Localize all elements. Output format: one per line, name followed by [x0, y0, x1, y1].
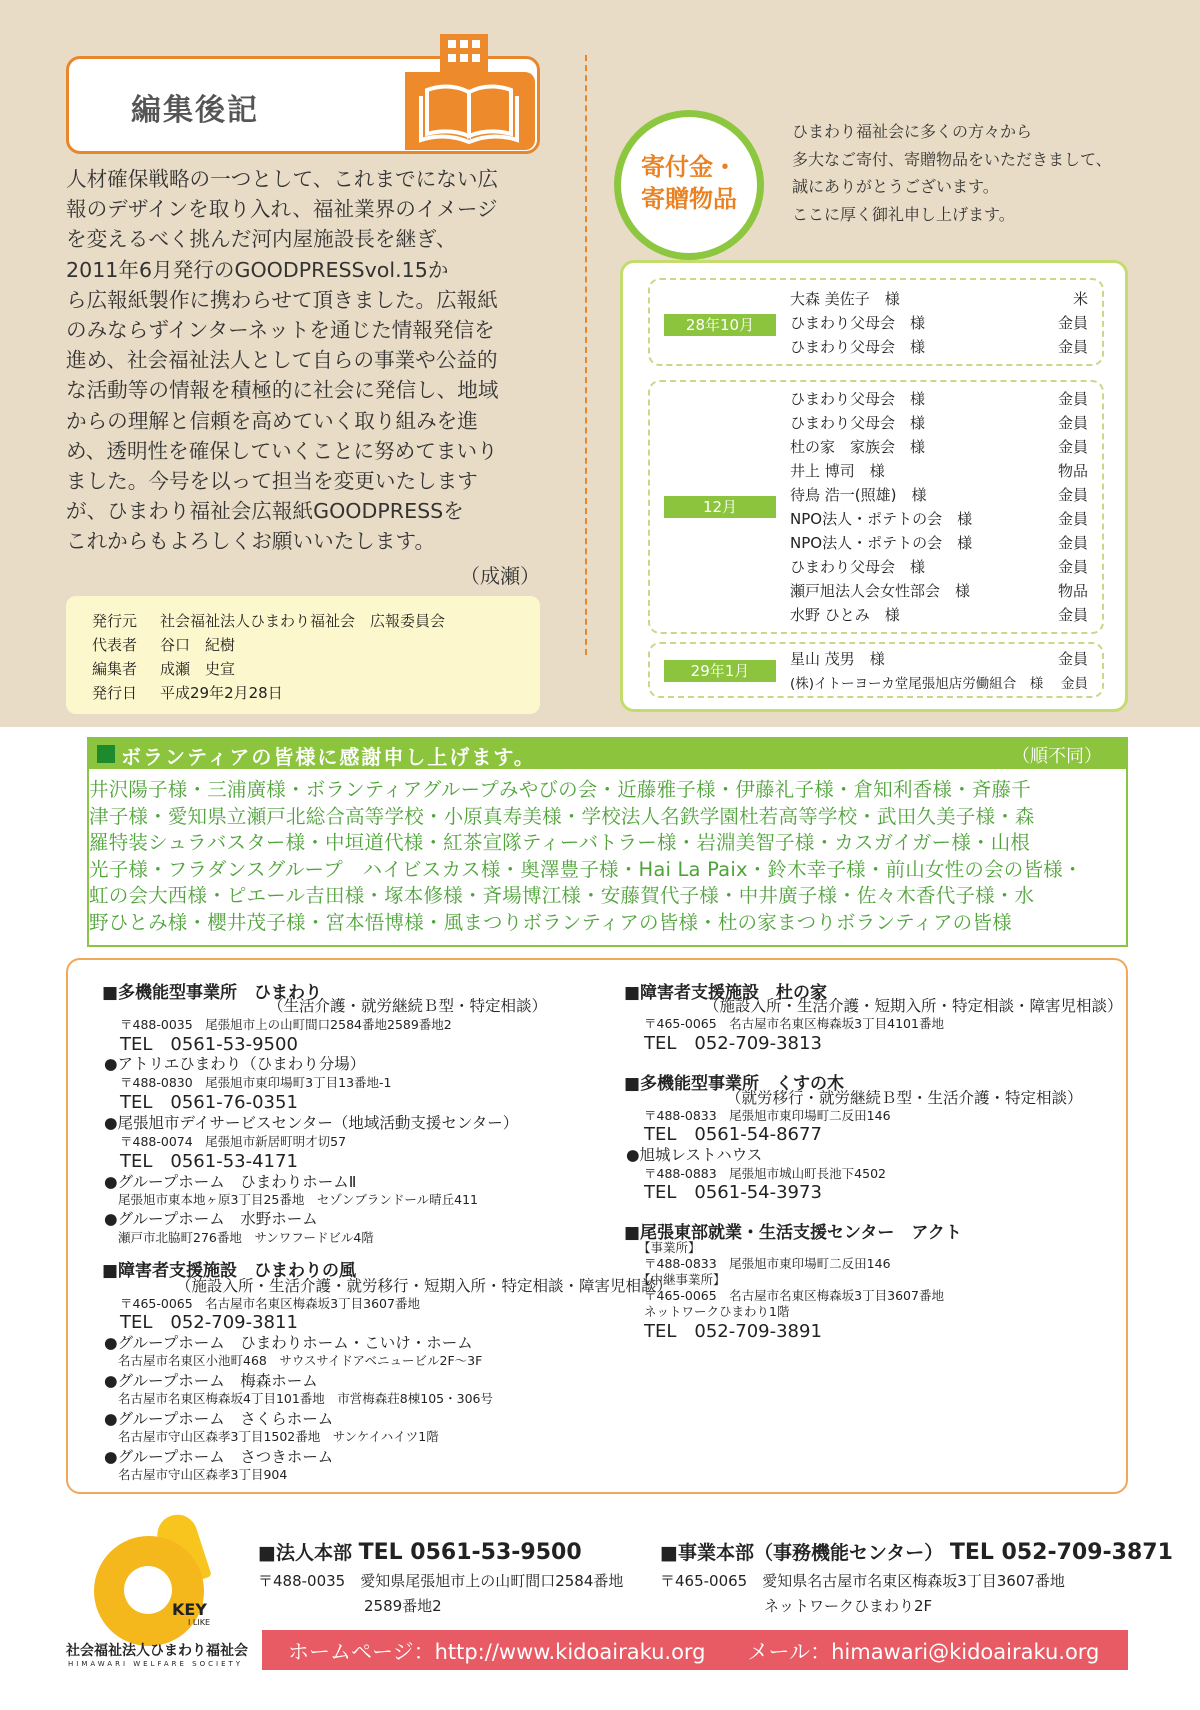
facility-address: 〒488-0074 尾張旭市新居町明才切57 — [120, 1134, 347, 1149]
facility-address: ネットワークひまわり1階 — [644, 1304, 790, 1319]
facility-address: 〒465-0065 名古屋市名東区梅森坂3丁目3607番地 — [120, 1296, 420, 1311]
facility-heading: ■多機能型事業所 くすの木 — [624, 1074, 845, 1094]
facility-services: （施設入所・生活介護・就労移行・短期入所・特定相談・障害児相談） — [176, 1277, 673, 1295]
publication-row: 編集者 成瀬 史宣 — [92, 660, 236, 678]
volunteers-list — [89, 777, 1125, 937]
donation-row: ひまわり父母会 様 金員 — [790, 390, 1088, 408]
facility-address: 名古屋市名東区梅森坂4丁目101番地 市営梅森荘8棟105・306号 — [118, 1391, 493, 1406]
donation-row: ひまわり父母会 様 金員 — [790, 414, 1088, 432]
facility-address: 〒465-0065 名古屋市名東区梅森坂3丁目4101番地 — [644, 1016, 944, 1031]
editorial-line: を変えるべく挑んだ河内屋施設長を継ぎ、 — [66, 227, 457, 252]
donation-row: 水野 ひとみ 様 金員 — [790, 606, 1088, 624]
facility-tel: TEL 052-709-3891 — [644, 1321, 822, 1342]
volunteers-line: 虹の会大西様・ピエール吉田様・塚本修様・斉場博江様・安藤賀代子様・中井廣子様・佐々木香代子様・水 — [89, 884, 1035, 908]
logo-key-text: KEY — [172, 1600, 207, 1619]
donation-row: ひまわり父母会 様 金員 — [790, 314, 1088, 332]
org-name: 社会福祉法人ひまわり福祉会 — [66, 1643, 248, 1659]
donation-row: 井上 博司 様 物品 — [790, 462, 1088, 480]
hq-contact: ■法人本部 TEL 0561-53-9500 — [258, 1540, 582, 1565]
facility-branch: ●グループホーム ひまわりホームⅡ — [104, 1173, 357, 1191]
facility-heading: ■多機能型事業所 ひまわり — [102, 983, 323, 1003]
facility-address: 名古屋市名東区小池町468 サウスサイドアベニュービル2F～3F — [118, 1353, 483, 1368]
square-icon — [97, 745, 115, 763]
facility-branch: ●グループホーム ひまわりホーム・こいけ・ホーム — [104, 1334, 473, 1352]
publication-row: 代表者 谷口 紀樹 — [92, 636, 236, 654]
volunteers-line: 津子様・愛知県立瀬戸北総合高等学校・小原真寿美様・学校法人名鉄学園杜若高等学校・武田久美子様・森 — [89, 804, 1035, 828]
hq-tel: TEL 0561-53-9500 — [358, 1540, 582, 1565]
editorial-line: これからもよろしくお願いいたします。 — [66, 529, 436, 554]
month-tag: 29年1月 — [664, 660, 776, 682]
donation-row: NPO法人・ポテトの会 様 金員 — [790, 510, 1088, 528]
facility-tel: TEL 052-709-3813 — [644, 1033, 822, 1054]
editorial-line: 2011年6月発行のGOODPRESSvol.15か — [66, 257, 449, 282]
facility-address: 〒488-0035 尾張旭市上の山町間口2584番地2589番地2 — [120, 1017, 452, 1032]
facility-heading: ■障害者支援施設 ひまわりの風 — [102, 1261, 357, 1281]
editorial-line: からの理解と信頼を高めていく取り組みを進 — [66, 408, 478, 433]
month-tag: 28年10月 — [664, 314, 776, 336]
contact-links-bar — [262, 1630, 1128, 1670]
facility-services: （就労移行・就労継続Ｂ型・生活介護・特定相談） — [726, 1089, 1083, 1107]
editorial-title: 編集後記 — [131, 93, 259, 128]
facility-address: 〒488-0833 尾張旭市東印場町二反田146 — [644, 1108, 891, 1123]
donation-group — [648, 278, 1104, 366]
logo-sub-text: I LIKE — [188, 1618, 211, 1627]
facility-tel: TEL 0561-54-8677 — [644, 1124, 822, 1145]
facility-address: 尾張旭市東本地ヶ原3丁目25番地 セゾンブランドール晴丘411 — [118, 1192, 478, 1207]
volunteers-line: 井沢陽子様・三浦廣様・ボランティアグループみやびの会・近藤雅子様・伊藤礼子様・倉知利香様・斉藤千 — [89, 778, 1031, 801]
facility-services: （施設入所・生活介護・短期入所・特定相談・障害児相談） — [704, 997, 1123, 1015]
org-name-en: HIMAWARI WELFARE SOCIETY — [68, 1660, 244, 1668]
donation-group — [648, 642, 1104, 698]
donations-intro: ひまわり福祉会に多くの方々から 多大なご寄付、寄贈物品をいただきまして、 誠にありがとうございます。 ここに厚く御礼申し上げます。 — [792, 122, 1112, 224]
editorial-line: ました。今号を以って担当を変更いたします — [66, 469, 478, 494]
ops-tel: TEL 052-709-3871 — [949, 1540, 1173, 1565]
hq-address: 2589番地2 — [364, 1597, 442, 1615]
publication-info — [66, 596, 540, 714]
donation-group — [648, 380, 1104, 634]
facility-branch: ●旭城レストハウス — [626, 1146, 763, 1164]
editorial-line: ら広報紙製作に携わらせて頂きました。広報紙 — [66, 287, 498, 312]
facility-heading: ■障害者支援施設 杜の家 — [624, 983, 828, 1003]
donation-row: ひまわり父母会 様 金員 — [790, 558, 1088, 576]
donation-row: 杜の家 家族会 様 金員 — [790, 438, 1088, 456]
facility-branch: ●グループホーム 水野ホーム — [104, 1210, 318, 1228]
editorial-line: め、透明性を確保していくことに努めてまいり — [66, 438, 498, 463]
facility-subtag: 【事業所】 — [638, 1240, 701, 1255]
order-note: （順不同） — [1012, 746, 1102, 767]
volunteers-header — [89, 739, 1126, 769]
ops-contact: ■事業本部（事務機能センター） TEL 052-709-3871 — [660, 1540, 1173, 1565]
facility-tel: TEL 0561-53-9500 — [120, 1034, 298, 1055]
editorial-signature: （成瀬） — [460, 564, 540, 588]
facility-branch: ●アトリエひまわり（ひまわり分場） — [104, 1055, 366, 1073]
editorial-line: のみならずインターネットを通じた情報発信を — [66, 318, 495, 343]
volunteers-line: 野ひとみ様・櫻井茂子様・宮本悟博様・風まつりボランティアの皆様・杜の家まつりボランティアの皆様 — [89, 910, 1012, 934]
editorial-line: 人材確保戦略の一つとして、これまでにない広 — [66, 167, 499, 191]
donation-row: (株)イトーヨーカ堂尾張旭店労働組合 様 金員 — [790, 676, 1088, 692]
editorial-body — [66, 164, 548, 557]
hq-address: 〒488-0035 愛知県尾張旭市上の山町間口2584番地 — [258, 1572, 624, 1590]
facility-tel: TEL 052-709-3811 — [120, 1312, 298, 1333]
editorial-line: な活動等の情報を積極的に社会に発信し、地域 — [66, 378, 499, 403]
facility-address: 〒488-0883 尾張旭市城山町長池下4502 — [644, 1166, 886, 1181]
facility-address: 瀬戸市北脇町276番地 サンワフードビル4階 — [118, 1230, 374, 1245]
editorial-line: 報のデザインを取り入れ、福祉業界のイメージ — [66, 197, 498, 222]
facility-branch: ●尾張旭市デイサービスセンター（地域活動支援センター） — [104, 1114, 519, 1132]
building-icon — [440, 34, 488, 74]
facility-address: 〒488-0830 尾張旭市東印場町3丁目13番地-1 — [120, 1075, 392, 1090]
editorial-line: が、ひまわり福祉会広報紙GOODPRESSを — [66, 499, 464, 524]
donation-row: NPO法人・ポテトの会 様 金員 — [790, 534, 1088, 552]
facility-tel: TEL 0561-53-4171 — [120, 1151, 298, 1172]
volunteers-line: 光子様・フラダンスグループ ハイビスカス様・奥澤豊子様・Hai La Paix・鈴木幸子様・前山女性の会の皆様・ — [89, 857, 1083, 881]
donation-row: 待鳥 浩一(照雄) 様 金員 — [790, 486, 1088, 504]
book-icon — [405, 72, 535, 150]
logo-icon — [94, 1536, 204, 1646]
volunteers-title: ボランティアの皆様に感謝申し上げます。 — [121, 745, 536, 769]
donation-row: 大森 美佐子 様 米 — [790, 290, 1088, 308]
month-tag: 12月 — [664, 496, 776, 518]
editorial-line: 進め、社会福祉法人として自らの事業や公益的 — [66, 348, 498, 373]
facility-subtag: 【中継事業所】 — [638, 1272, 726, 1287]
facility-address: 〒488-0833 尾張旭市東印場町二反田146 — [644, 1256, 891, 1271]
donation-row: ひまわり父母会 様 金員 — [790, 338, 1088, 356]
publication-row: 発行元 社会福祉法人ひまわり福祉会 広報委員会 — [92, 612, 446, 630]
donation-row: 瀬戸旭法人会女性部会 様 物品 — [790, 582, 1088, 600]
column-divider — [585, 55, 587, 655]
volunteers-line: 羅特装シュラバスター様・中垣道代様・紅茶宣隊ティーバトラー様・岩淵美智子様・カスガイガー様・山根 — [89, 831, 1031, 855]
facility-address: 名古屋市守山区森孝3丁目1502番地 サンケイハイツ1階 — [118, 1429, 439, 1444]
facility-address: 名古屋市守山区森孝3丁目904 — [118, 1467, 288, 1482]
contact-links[interactable]: ホームページ：http://www.kidoairaku.org メール：himawari@kidoairaku.org — [288, 1640, 1100, 1664]
donations-title: 寄贈物品 — [641, 185, 737, 213]
facility-tel: TEL 0561-76-0351 — [120, 1092, 298, 1113]
facility-services: （生活介護・就労継続Ｂ型・特定相談） — [268, 997, 548, 1015]
facility-branch: ●グループホーム 梅森ホーム — [104, 1372, 318, 1390]
donations-badge — [614, 110, 764, 260]
facility-address: 〒465-0065 名古屋市名東区梅森坂3丁目3607番地 — [644, 1288, 944, 1303]
ops-address: ネットワークひまわり2F — [764, 1597, 933, 1615]
publication-row: 発行日 平成29年2月28日 — [92, 684, 283, 702]
facility-tel: TEL 0561-54-3973 — [644, 1182, 822, 1203]
facility-branch: ●グループホーム さくらホーム — [104, 1410, 334, 1428]
donations-title: 寄付金・ — [641, 153, 737, 181]
volunteers-section — [87, 737, 1128, 947]
facility-branch: ●グループホーム さつきホーム — [104, 1448, 334, 1466]
ops-address: 〒465-0065 愛知県名古屋市名東区梅森坂3丁目3607番地 — [660, 1572, 1065, 1590]
donation-row: 星山 茂男 様 金員 — [790, 650, 1088, 668]
facility-heading: ■尾張東部就業・生活支援センター アクト — [624, 1223, 962, 1243]
